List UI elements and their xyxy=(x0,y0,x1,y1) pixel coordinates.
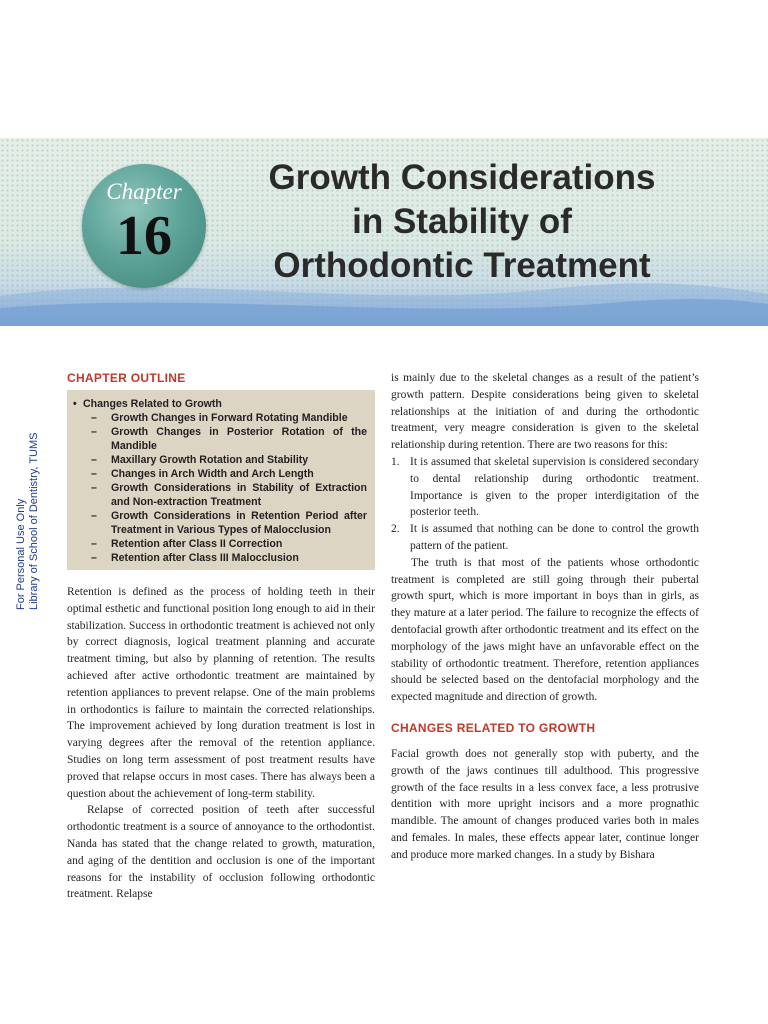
outline-subitem: – Changes in Arch Width and Arch Length xyxy=(73,467,367,481)
chapter-title xyxy=(232,156,692,288)
outline-subitem: – Growth Considerations in Stability of Extraction and Non-extraction Treatment xyxy=(73,481,367,509)
reasons-list xyxy=(391,454,699,555)
list-text: It is assumed that nothing can be done to control the growth pattern of the patient. xyxy=(410,523,699,552)
chapter-outline-box xyxy=(67,390,375,570)
outline-subitem: – Maxillary Growth Rotation and Stability xyxy=(73,453,367,467)
body-paragraph: is mainly due to the skeletal changes as a result of the patient’s growth pattern. Despite considerations being given to skeletal relationships at the initiation of and during the orthodontic treatment, very meagre consideration is given to the skeletal relationship during retention. There are two reasons for this: xyxy=(391,372,699,452)
body-paragraph: The truth is that most of the patients whose orthodontic treatment is completed are still going through their pubertal growth spurt, which is more important in boys than in girls, as they mature at a later period. The failure to recognize the effects of dentofacial growth after orthodontic treatment and its effect on the morphology of the jaws might have an unfavorable effect on the stability of orthodontic treatment. Therefore, retention appliances should be selected based on the dentofacial morphology and the expected magnitude and direction of growth. xyxy=(391,556,699,704)
side-watermark xyxy=(0,410,40,610)
list-text: It is assumed that skeletal supervision is considered secondary to dental relationship during orthodontic treatment. Importance is given to the proper interdigitation of the posterior teeth. xyxy=(410,455,699,519)
side-note-line: For Personal Use Only xyxy=(15,498,27,610)
chapter-title-line: in Stability of xyxy=(352,202,572,241)
outline-subitem: – Growth Changes in Posterior Rotation of the Mandible xyxy=(73,425,367,453)
chapter-banner xyxy=(0,138,768,326)
list-number: 2. xyxy=(391,523,400,536)
side-note-line: Library of School of Dentistry, TUMS xyxy=(28,432,40,610)
outline-subitem: – Growth Changes in Forward Rotating Mandible xyxy=(73,411,367,425)
outline-heading: CHAPTER OUTLINE xyxy=(67,371,186,385)
outline-subitem: – Retention after Class II Correction xyxy=(73,537,367,551)
chapter-number: 16 xyxy=(116,205,172,267)
list-number: 1. xyxy=(391,455,400,468)
right-column xyxy=(391,370,699,864)
body-paragraph: Retention is defined as the process of holding teeth in their optimal esthetic and functional position long enough to aid in their stabilization. Success in orthodontic treatment is achieved not only by correct diagnosis, logical treatment planning and accurate treatment timing, but also by planning of retention. The results achieved after active orthodontic treatment are maintained by retention appliances to prevent relapse. One of the main problems in orthodontics is failure to maintain the corrected relationships. The improvement achieved by long duration treatment is lost in varying degrees after the removal of the retention appliance. Studies on long term assessment of post treatment results have proved that relapse occurs in most cases. There has always been a question about the achievement of long-term stability. xyxy=(67,586,375,800)
list-item xyxy=(391,454,699,521)
body-paragraph: Relapse of corrected position of teeth after successful orthodontic treatment is a source of annoyance to the orthodontist. Nanda has stated that the change related to growth, maturation, and aging of the dentition and occlusion is one of the important reasons for the instability of occlusion following orthodontic treatment. Relapse xyxy=(67,804,375,901)
chapter-label: Chapter xyxy=(106,179,182,204)
outline-subitem: – Growth Considerations in Retention Period after Treatment in Various Types of Malocclusion xyxy=(73,509,367,537)
body-paragraph: Facial growth does not generally stop with puberty, and the growth of the jaws continues till adulthood. This progressive growth of the face results in a less convex face, a less protrusive dentition with more upright incisors and a more prognathic mandible. The amount of changes produced varies both in males and females. In males, these effects appear later, continue longer and produce more marked changes. In a study by Bishara xyxy=(391,747,699,861)
chapter-title-line: Growth Considerations xyxy=(268,158,656,197)
left-column xyxy=(67,370,375,903)
outline-item: • Changes Related to Growth xyxy=(73,397,367,411)
list-item xyxy=(391,521,699,555)
chapter-title-line: Orthodontic Treatment xyxy=(273,246,651,285)
section-heading: CHANGES RELATED TO GROWTH xyxy=(391,720,596,735)
chapter-badge xyxy=(82,164,206,288)
outline-subitem: – Retention after Class III Malocclusion xyxy=(73,551,367,565)
